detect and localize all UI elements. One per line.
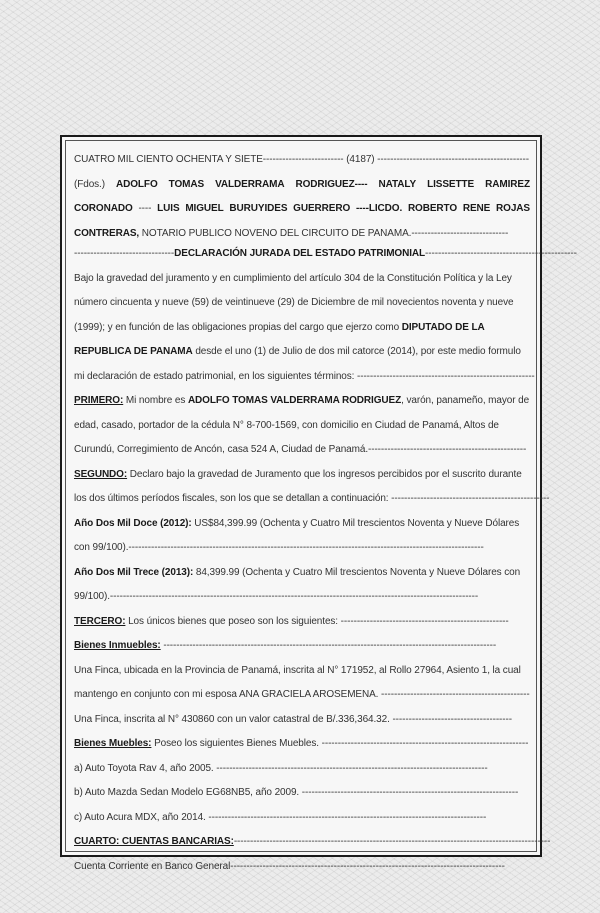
segundo-line-1: SEGUNDO: Declaro bajo la gravedad de Juramento que los ingresos percibidos por el suscrito durante (74, 468, 522, 480)
auto-b-line: b) Auto Mazda Sedan Modelo EG68NB5, año 2009. ------------------------------------------------------------------- (74, 787, 519, 798)
bienes-inmuebles-label: Bienes Inmuebles: (74, 640, 161, 651)
intro-line-3: (1999); y en función de las obligaciones propias del cargo que ejerzo como DIPUTADO DE LA (74, 321, 485, 333)
year-2013-line-2: 99/100).------------------------------------------------------------------------------------------------------------------ (74, 591, 479, 602)
finca-1-line-2: mantengo en conjunto con mi esposa ANA GRACIELA AROSEMENA. ---------------------------------------------- (74, 689, 530, 700)
segundo-line-2: los dos últimos períodos fiscales, son los que se detallan a continuación: ------------------------------------------------- (74, 493, 550, 504)
intro-line-4: REPUBLICA DE PANAMA desde el uno (1) de Julio de dos mil catorce (2014), por este medio formulo (74, 346, 521, 357)
cuarto-line: CUARTO: CUENTAS BANCARIAS:-------------------------------------------------------------------------------------------------- (74, 836, 551, 847)
intro-line-2: número cincuenta y nueve (59) de veintinueve (29) de Diciembre de mil novecientos noventa y nueve (74, 297, 514, 308)
bienes-muebles-label: Bienes Muebles: (74, 738, 152, 749)
bienes-inmuebles-line: Bienes Inmuebles: ------------------------------------------------------------------------------------------------------- (74, 640, 497, 651)
cuarto-label: CUARTO: CUENTAS BANCARIAS: (74, 836, 234, 847)
finca-1-line-1: Una Finca, ubicada en la Provincia de Panamá, inscrita al N° 171952, al Rollo 27964, Asiento 1, la cual (74, 664, 521, 676)
tercero-line-1: TERCERO: Los únicos bienes que poseo son los siguientes: ---------------------------------------------------- (74, 615, 509, 627)
primero-line-2: edad, casado, portador de la cédula N° 8-700-1569, con domicilio en Ciudad de Panamá, Altos de (74, 419, 499, 431)
primero-line-3: Curundú, Corregimiento de Ancón, casa 524 A, Ciudad de Panamá.------------------------------------------------- (74, 444, 527, 455)
intro-line-1: Bajo la gravedad del juramento y en cumplimiento del artículo 304 de la Constitución Política y la Ley (74, 272, 512, 284)
primero-line-1: PRIMERO: Mi nombre es ADOLFO TOMAS VALDERRAMA RODRIGUEZ, varón, panameño, mayor de (74, 395, 530, 406)
tercero-label: TERCERO: (74, 615, 126, 627)
cuenta-corriente-line: Cuenta Corriente en Banco General------------------------------------------------------------------------------------- (74, 860, 505, 872)
primero-label: PRIMERO: (74, 395, 124, 406)
signers-line-3: CONTRERAS, NOTARIO PUBLICO NOVENO DEL CIRCUITO DE PANAMA.------------------------------ (74, 227, 509, 239)
segundo-label: SEGUNDO: (74, 468, 128, 480)
year-2013-line-1: Año Dos Mil Trece (2013): 84,399.99 (Ochenta y Cuatro Mil trescientos Noventa y Nueve Dólares con (74, 566, 521, 578)
declaration-text (74, 150, 577, 877)
year-2012-line-1: Año Dos Mil Doce (2012): US$84,399.99 (Ochenta y Cuatro Mil trescientos Noventa y Nueve Dólares (74, 517, 520, 529)
auto-c-line: c) Auto Acura MDX, año 2014. -------------------------------------------------------------------------------------- (74, 811, 487, 823)
declaration-title: DECLARACIÓN JURADA DEL ESTADO PATRIMONIAL (174, 248, 426, 259)
intro-line-5: mi declaración de estado patrimonial, en los siguientes términos: ------------------------------------------------------- (74, 370, 535, 382)
finca-2-line: Una Finca, inscrita al N° 430860 con un valor catastral de B/.336,364.32. ------------------------------------- (74, 713, 512, 725)
year-2012-line-2: con 99/100).-------------------------------------------------------------------------------------------------------------- (74, 542, 484, 553)
bienes-muebles-line: Bienes Muebles: Poseo los siguientes Bienes Muebles. ---------------------------------------------------------------- (74, 738, 529, 749)
signers-line-2: CORONADO ---- LUIS MIGUEL BURUYIDES GUERRERO ----LICDO. ROBERTO RENE ROJAS (74, 203, 530, 214)
auto-a-line: a) Auto Toyota Rav 4, año 2005. ------------------------------------------------------------------------------------ (74, 762, 488, 774)
signers-line-1: (Fdos.) ADOLFO TOMAS VALDERRAMA RODRIGUEZ---- NATALY LISSETTE RAMIREZ (74, 178, 530, 190)
declaration-title-line: -------------------------------DECLARACIÓN JURADA DEL ESTADO PATRIMONIAL----------------------------------------------- (74, 248, 577, 259)
header-line: CUATRO MIL CIENTO OCHENTA Y SIETE------------------------- (4187) ----------------------------------------------- (74, 154, 529, 165)
